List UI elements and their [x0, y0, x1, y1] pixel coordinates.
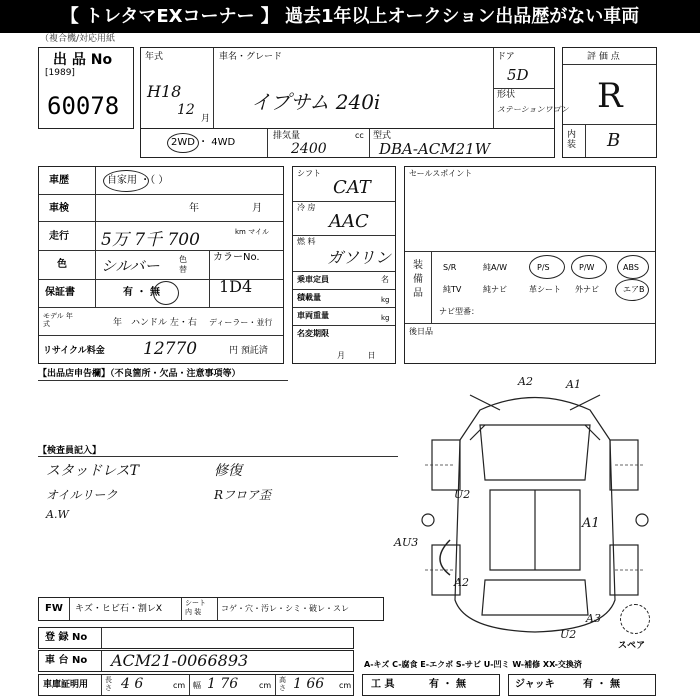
dmg-mark-au3-left: AU3	[394, 536, 419, 549]
navi-label: ナビ型番：	[439, 307, 479, 316]
ac-label: 冷 房	[297, 203, 316, 212]
change-label: 名変期限	[297, 329, 329, 338]
equip-label: 装 備 品	[413, 260, 423, 299]
warranty-circle	[153, 281, 179, 305]
name-label: 車名・グレード	[219, 52, 283, 62]
cert-len: 長さ	[105, 676, 112, 692]
history-options: 自家用 ・（ ）	[107, 175, 169, 186]
dmg-mark-u2-left: U2	[454, 488, 471, 501]
lot-label: 出 品 No	[53, 52, 113, 68]
spec-row	[140, 128, 555, 158]
chassis-label: 車 台 No	[45, 655, 88, 666]
inspector-line-3a: A.W	[46, 508, 69, 521]
history-circle	[103, 170, 149, 192]
seller-label: 【出品店申告欄】（不良箇所・欠品・注意事項等）	[38, 369, 241, 379]
recycle-value: 12770	[143, 339, 198, 359]
seat-label: シート 内 装	[185, 599, 206, 616]
inspector-line-2b: Rフロア歪	[214, 488, 272, 502]
color-changed: 色替	[179, 255, 187, 274]
equip-navi: 純ナビ	[483, 285, 507, 294]
cert-label: 車庫証明用	[43, 680, 89, 690]
history-label: 車歴	[49, 175, 69, 186]
mid-table	[292, 166, 396, 364]
score-value: R	[597, 76, 623, 116]
color-code-label: カラーNo.	[213, 252, 260, 263]
color-code-value: 1D4	[219, 277, 253, 296]
weight-unit: kg	[381, 314, 390, 322]
cert-height-cm: cm	[339, 681, 352, 690]
mileage-label: 走行	[49, 231, 69, 242]
door-label: ドア	[497, 52, 515, 62]
chassis-row	[38, 650, 354, 672]
month-unit: 月	[201, 114, 211, 124]
warranty-label: 保証書	[45, 287, 75, 298]
tools-row	[362, 674, 500, 696]
equip-aw: 純A/W	[483, 263, 508, 272]
model-year-label: モデル 年 式	[43, 312, 73, 328]
drive-options: 2WD ・ 4WD	[171, 137, 236, 148]
mileage-unit: km マイル	[235, 228, 269, 236]
color-value: シルバー	[101, 257, 160, 275]
shift-value: CAT	[333, 177, 371, 198]
equip-leather: 革シート	[529, 285, 561, 294]
disp-label: 排気量	[273, 131, 301, 141]
car-diagram	[410, 370, 660, 650]
interior-label: 内 装	[567, 130, 577, 150]
equip-tv: 純TV	[443, 285, 462, 294]
fuel-value: ガソリン	[327, 248, 392, 267]
tools-label: 工 具	[371, 679, 395, 690]
equip-abs: ABS	[623, 263, 639, 272]
recycle-label: リサイクル料金	[43, 346, 105, 356]
left-table	[38, 166, 284, 364]
jack-row	[508, 674, 656, 696]
jack-options: 有 ・ 無	[583, 679, 620, 690]
shape-value: ステーションワゴン	[497, 105, 569, 114]
cert-height: 高さ	[279, 676, 286, 692]
model-year-unit: 年	[113, 318, 123, 328]
later-label: 後日品	[409, 327, 433, 336]
cert-len-value: 4 6	[121, 676, 144, 692]
model-label: 型式	[373, 131, 392, 141]
dmg-mark-a2-rear: A2	[454, 576, 469, 589]
disp-unit: cc	[355, 131, 364, 140]
capacity-unit: 名	[381, 275, 389, 284]
mileage-value: 5万 7千 700	[101, 230, 200, 250]
change-unit: 月 日	[337, 351, 376, 360]
year-value: H18	[147, 82, 182, 101]
cert-row	[38, 674, 354, 696]
vehicle-header	[140, 47, 569, 129]
seat-options: コゲ・穴・汚レ・シミ・破レ・スレ	[221, 604, 349, 613]
color-label: 色	[57, 259, 67, 270]
sales-label: セールスポイント	[409, 169, 473, 178]
model-value: DBA-ACM21W	[379, 140, 491, 158]
interior-value: B	[607, 130, 621, 151]
equip-ext-navi: 外ナビ	[575, 285, 599, 294]
lot-box	[38, 47, 134, 129]
warranty-options: 有 ・ 無	[123, 287, 160, 298]
spare-label: スペア	[618, 641, 646, 651]
ac-value: AAC	[329, 211, 369, 232]
drive-2wd-circle	[167, 133, 199, 153]
chassis-value: ACM21-0066893	[111, 651, 249, 670]
score-box	[562, 47, 657, 158]
inspector-line-1a: スタッドレスT	[46, 463, 139, 479]
cert-height-value: 1 66	[293, 676, 325, 692]
spare-circle	[620, 604, 650, 634]
score-label: 評 価 点	[587, 52, 620, 62]
name-value: イプサム 240i	[251, 90, 381, 114]
inspector-line-1b: 修復	[214, 463, 242, 479]
capacity-label: 乗車定員	[297, 275, 329, 284]
equip-sr: S/R	[443, 263, 457, 272]
shift-label: シフト	[297, 169, 321, 178]
cert-width-value: 1 76	[207, 676, 239, 692]
weight-label: 車両重量	[297, 311, 329, 320]
dmg-mark-a1-right: A1	[582, 516, 600, 531]
shape-label: 形状	[497, 90, 516, 100]
handle-label: ハンドル 左・右	[131, 318, 197, 328]
equip-pw: P/W	[579, 263, 595, 272]
header-note: （複合機/対応用紙	[40, 34, 116, 44]
dealer-label: ディーラー・並行	[209, 318, 273, 327]
inspection-label: 車検	[49, 203, 69, 214]
fw-options: キズ・ヒビ石・割レX	[75, 604, 162, 614]
banner	[0, 0, 700, 33]
month-value: 12	[177, 102, 195, 118]
recycle-unit: 円 預託済	[229, 346, 268, 356]
banner-text: 【 トレタマEXコーナー 】 過去1年以上オークション出品歴がない車両	[60, 6, 640, 27]
fw-row	[38, 597, 384, 621]
dmg-mark-a3-rear: A3	[586, 612, 601, 625]
disp-value: 2400	[291, 141, 327, 157]
dmg-mark-a1-front: A1	[566, 378, 581, 391]
inspector-line-2a: オイルリーク	[46, 488, 118, 502]
lot-small: [1989]	[45, 68, 75, 78]
load-unit: kg	[381, 296, 390, 304]
load-label: 積載量	[297, 293, 321, 302]
equip-airbag: エアB	[623, 285, 645, 294]
dmg-mark-a2-front: A2	[518, 375, 533, 388]
equip-ps: P/S	[537, 263, 550, 272]
cert-width-cm: cm	[259, 681, 272, 690]
door-value: 5D	[507, 66, 529, 84]
inspection-suffix: 年 月	[189, 203, 263, 214]
cert-width: 幅	[193, 681, 201, 690]
inspector-label: 【検査員記入】	[38, 446, 102, 456]
fw-label: FW	[45, 603, 63, 614]
reg-label: 登 録 No	[45, 632, 88, 643]
tools-options: 有 ・ 無	[429, 679, 466, 690]
right-table	[404, 166, 656, 364]
cert-len-cm: cm	[173, 681, 186, 690]
jack-label: ジャッキ	[515, 679, 555, 690]
dmg-mark-u2-rear: U2	[560, 628, 577, 641]
fuel-label: 燃 料	[297, 237, 316, 246]
lot-number: 60078	[47, 92, 120, 120]
damage-legend: A-キズ C-腐食 E-エクボ S-サビ U-凹ミ W-補修 XX-交換済	[364, 660, 582, 669]
year-label: 年式	[145, 52, 164, 62]
reg-row	[38, 627, 354, 649]
